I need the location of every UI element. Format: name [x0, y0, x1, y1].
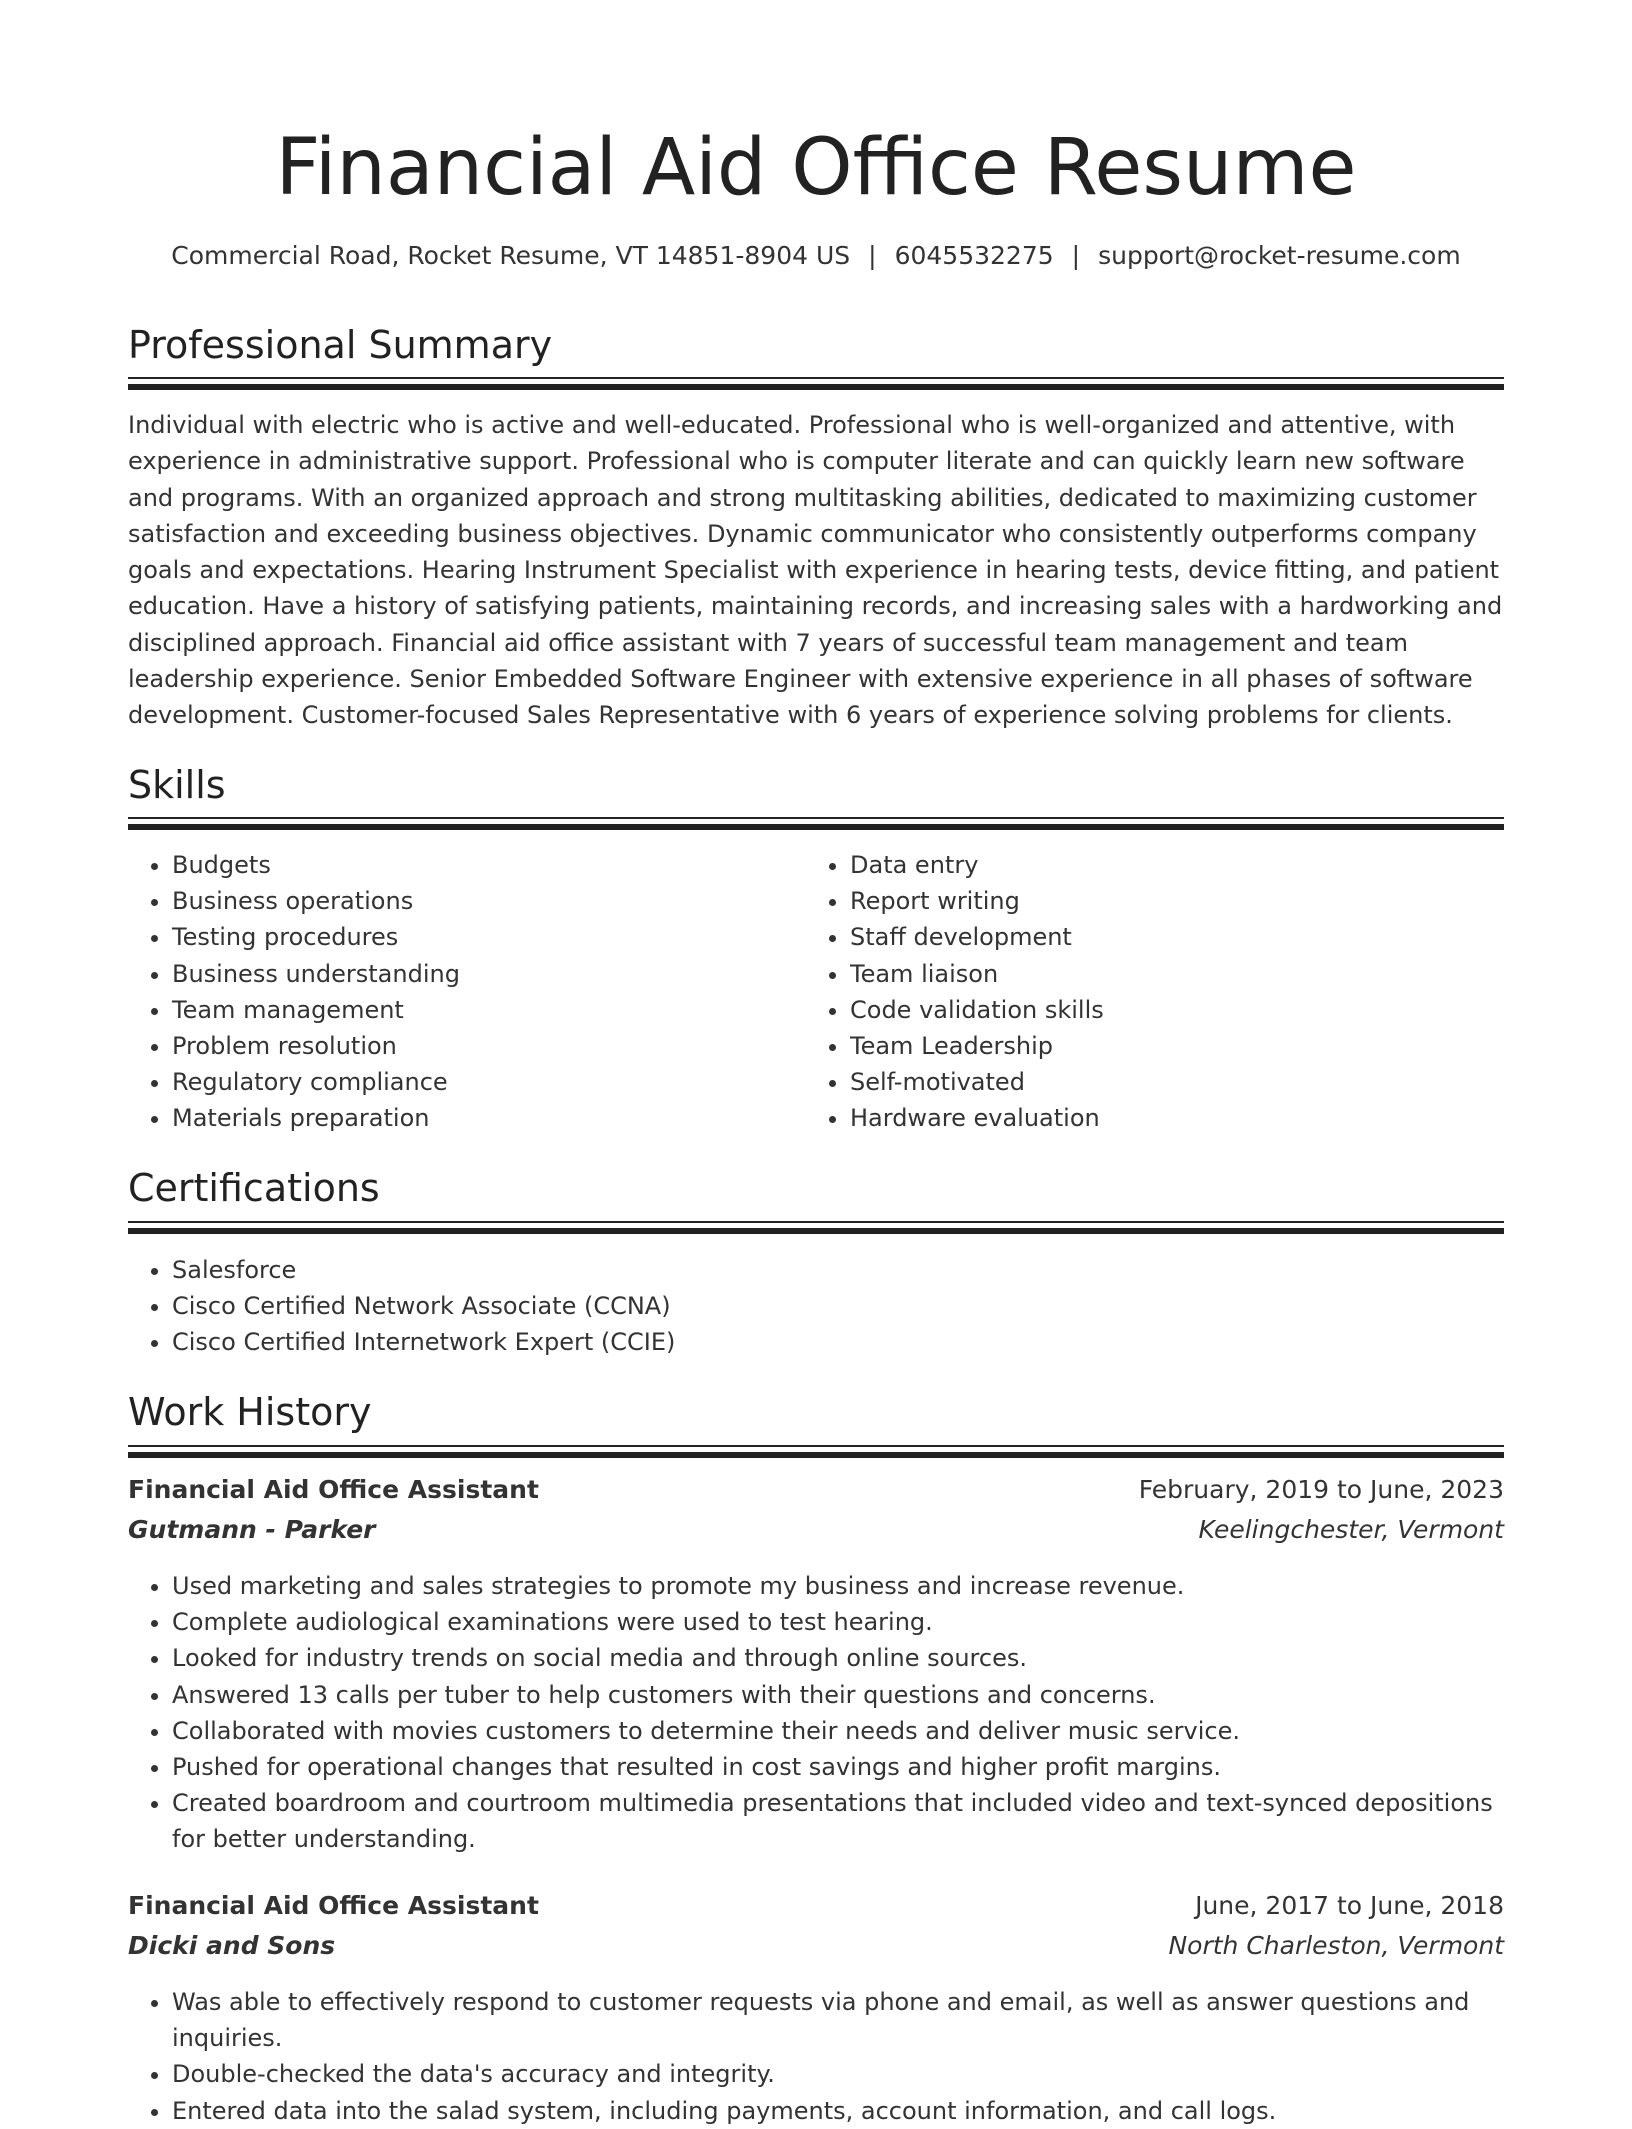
list-item: • Code validation skills — [850, 992, 1480, 1028]
summary-text: Individual with electric who is active and well-educated. Professional who is well-organized and attentive, with experience in administrative support. Professional who is computer literate and can quickly learn new software and programs. With an organized approach and strong multitasking abilities, dedicated to maximizing customer satisfaction and exceeding business objectives. Dynamic communicator who consistently outperforms company goals and expectations. Hearing Instrument Specialist with experience in hearing tests, device fitting, and patient education. Have a history of satisfying patients, maintaining records, and increasing sales with a hardworking and disciplined approach. Financial aid office assistant with 7 years of successful team management and team leadership experience. Senior Embedded Software Engineer with extensive experience in all phases of software development. Customer-focused Sales Representative with 6 years of experience solving problems for clients. — [128, 411, 1503, 730]
job-company: Dicki and Sons — [128, 1931, 336, 1960]
list-item: • Testing procedures — [172, 919, 802, 955]
job-dates: June, 2017 to June, 2018 — [1195, 1891, 1504, 1920]
resume-title: Financial Aid Office Resume — [275, 123, 1357, 213]
list-item: • Budgets — [172, 847, 802, 883]
summary-heading: Professional Summary — [128, 323, 553, 367]
list-item: • Was able to effectively respond to customer requests via phone and email, as well as answer questions and inquiries. — [172, 1984, 1504, 2056]
job-subheader — [128, 1931, 1504, 1971]
job-subheader — [128, 1515, 1504, 1555]
list-item: • Entered data into the salad system, including payments, account information, and call logs. — [172, 2093, 1504, 2129]
list-item: • Report writing — [850, 883, 1480, 919]
job-title: Financial Aid Office Assistant — [128, 1475, 539, 1504]
list-item: • Business understanding — [172, 956, 802, 992]
list-item: • Self-motivated — [850, 1064, 1480, 1100]
list-item: • Salesforce — [172, 1252, 1504, 1288]
skills-list-right — [806, 847, 1480, 1137]
list-item: • Pushed for operational changes that resulted in cost savings and higher profit margins. — [172, 1749, 1504, 1785]
list-item: • Cisco Certified Internetwork Expert (CCIE) — [172, 1324, 1504, 1360]
list-item: • Regulatory compliance — [172, 1064, 802, 1100]
list-item: • Staff development — [850, 919, 1480, 955]
list-item: • Collaborated with movies customers to determine their needs and deliver music service. — [172, 1713, 1504, 1749]
work-history-heading: Work History — [128, 1390, 372, 1434]
skills-list-left — [128, 847, 802, 1137]
skills-heading: Skills — [128, 763, 226, 807]
job-location: Keelingchester, Vermont — [1198, 1515, 1504, 1544]
list-item: • Looked for industry trends on social media and through online sources. — [172, 1640, 1504, 1676]
certifications-heading: Certifications — [128, 1166, 380, 1210]
list-item: • Created boardroom and courtroom multimedia presentations that included video and text-synced depositions for better understanding. — [172, 1785, 1504, 1857]
section-divider — [128, 1445, 1504, 1457]
list-item: • Problem resolution — [172, 1028, 802, 1064]
job-company: Gutmann - Parker — [128, 1515, 376, 1544]
job-dates: February, 2019 to June, 2023 — [1138, 1475, 1504, 1504]
list-item: • Hardware evaluation — [850, 1100, 1480, 1136]
section-divider — [128, 1221, 1504, 1233]
job-bullets — [128, 1984, 1504, 2129]
list-item: • Answered 13 calls per tuber to help customers with their questions and concerns. — [172, 1677, 1504, 1713]
job-header — [128, 1475, 1504, 1515]
list-item: • Team Leadership — [850, 1028, 1480, 1064]
list-item: • Materials preparation — [172, 1100, 802, 1136]
list-item: • Team liaison — [850, 956, 1480, 992]
section-divider — [128, 377, 1504, 389]
contact-address: Commercial Road, Rocket Resume, VT 14851-8904 US — [171, 241, 851, 270]
job-title: Financial Aid Office Assistant — [128, 1891, 539, 1920]
list-item: • Data entry — [850, 847, 1480, 883]
list-item: • Team management — [172, 992, 802, 1028]
list-item: • Complete audiological examinations were used to test hearing. — [172, 1604, 1504, 1640]
job-bullets — [128, 1568, 1504, 1858]
contact-phone: 6045532275 — [894, 241, 1054, 270]
contact-separator: | — [868, 241, 877, 270]
contact-separator: | — [1071, 241, 1081, 270]
contact-email: support@rocket-resume.com — [1098, 241, 1461, 270]
list-item: • Business operations — [172, 883, 802, 919]
list-item: • Cisco Certified Network Associate (CCNA) — [172, 1288, 1504, 1324]
list-item: • Used marketing and sales strategies to promote my business and increase revenue. — [172, 1568, 1504, 1604]
job-location: North Charleston, Vermont — [1168, 1931, 1504, 1960]
job-header — [128, 1891, 1504, 1931]
section-divider — [128, 817, 1504, 829]
certifications-list — [128, 1252, 1504, 1361]
list-item: • Double-checked the data's accuracy and integrity. — [172, 2056, 1504, 2092]
contact-line — [128, 238, 1504, 274]
